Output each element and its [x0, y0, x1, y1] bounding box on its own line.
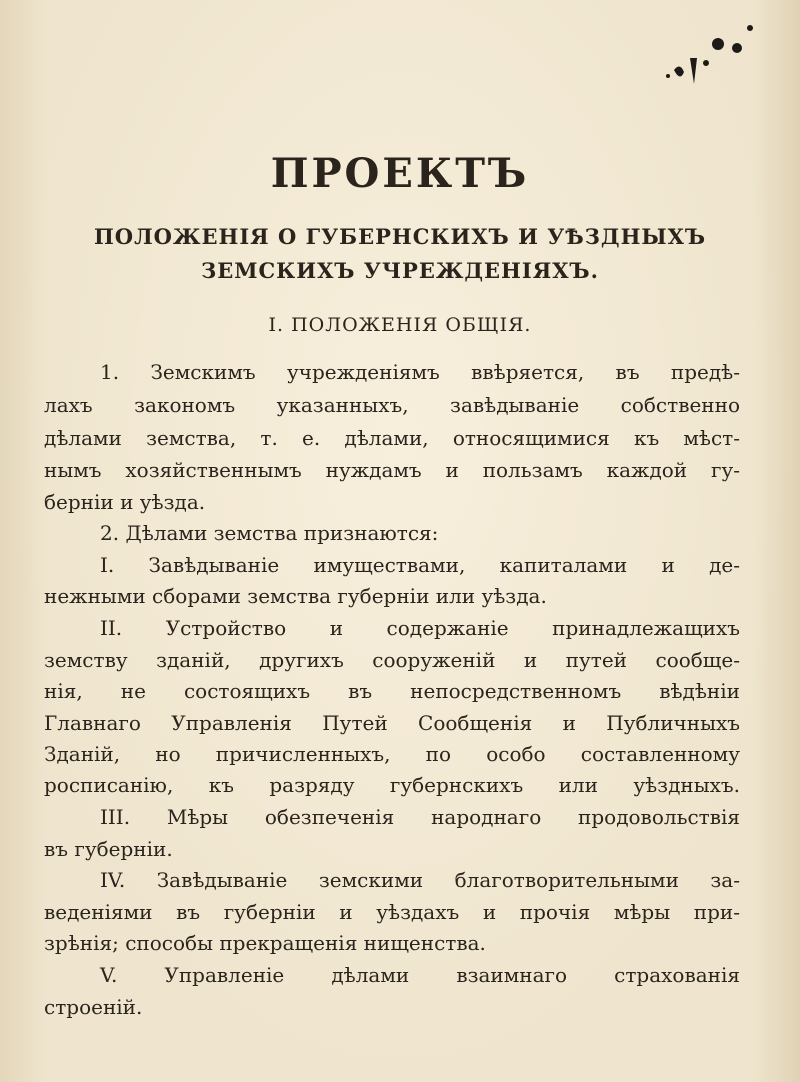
text-line: дѣлами земства, т. е. дѣлами, относящимися къ мѣст-	[44, 426, 740, 450]
text-line: I. Завѣдываніе имуществами, капиталами и де-	[100, 553, 740, 577]
text-line: росписанію, къ разряду губернскихъ или уѣздныхъ.	[44, 773, 740, 797]
text-line: строеній.	[44, 995, 143, 1019]
text-line: веденіями въ губерніи и уѣздахъ и прочія мѣры при-	[44, 900, 740, 924]
text-line: земству зданій, другихъ сооруженій и путей сообще-	[44, 648, 740, 672]
text-line: 1. Земскимъ учрежденіямъ ввѣряется, въ предѣ-	[100, 360, 740, 384]
text-line: берніи и уѣзда.	[44, 490, 206, 514]
text-line: Зданій, но причисленныхъ, по особо составленному	[44, 742, 740, 766]
text-line: въ губерніи.	[44, 837, 173, 861]
text-line: 2. Дѣлами земства признаются:	[100, 521, 439, 545]
text-line: нія, не состоящихъ въ непосредственномъ вѣдѣніи	[44, 679, 740, 703]
document-subtitle-line-1: ПОЛОЖЕНІЯ О ГУБЕРНСКИХЪ И УѢЗДНЫХЪ	[93, 224, 707, 249]
text-line: нежными сборами земства губерніи или уѣзда.	[44, 584, 547, 608]
text-line: лахъ закономъ указанныхъ, завѣдываніе собственно	[44, 393, 740, 417]
section-heading: I. ПОЛОЖЕНІЯ ОБЩІЯ.	[268, 314, 532, 336]
text-line: V. Управленіе дѣлами взаимнаго страхованія	[100, 963, 740, 987]
text-line: III. Мѣры обезпеченія народнаго продовольствія	[100, 805, 740, 829]
text-line: зрѣнія; способы прекращенія нищенства.	[44, 931, 486, 955]
text-line: II. Устройство и содержаніе принадлежащихъ	[100, 616, 740, 640]
document-subtitle-line-2: ЗЕМСКИХЪ УЧРЕЖДЕНІЯХЪ.	[201, 258, 599, 283]
text-line: IV. Завѣдываніе земскими благотворительными за-	[100, 868, 740, 892]
text-line: нымъ хозяйственнымъ нуждамъ и пользамъ каждой гу-	[44, 458, 740, 482]
document-title: ПРОЕКТЪ	[270, 150, 530, 197]
ink-stain-mark	[610, 18, 770, 98]
text-line: Главнаго Управленія Путей Сообщенія и Публичныхъ	[44, 711, 740, 735]
